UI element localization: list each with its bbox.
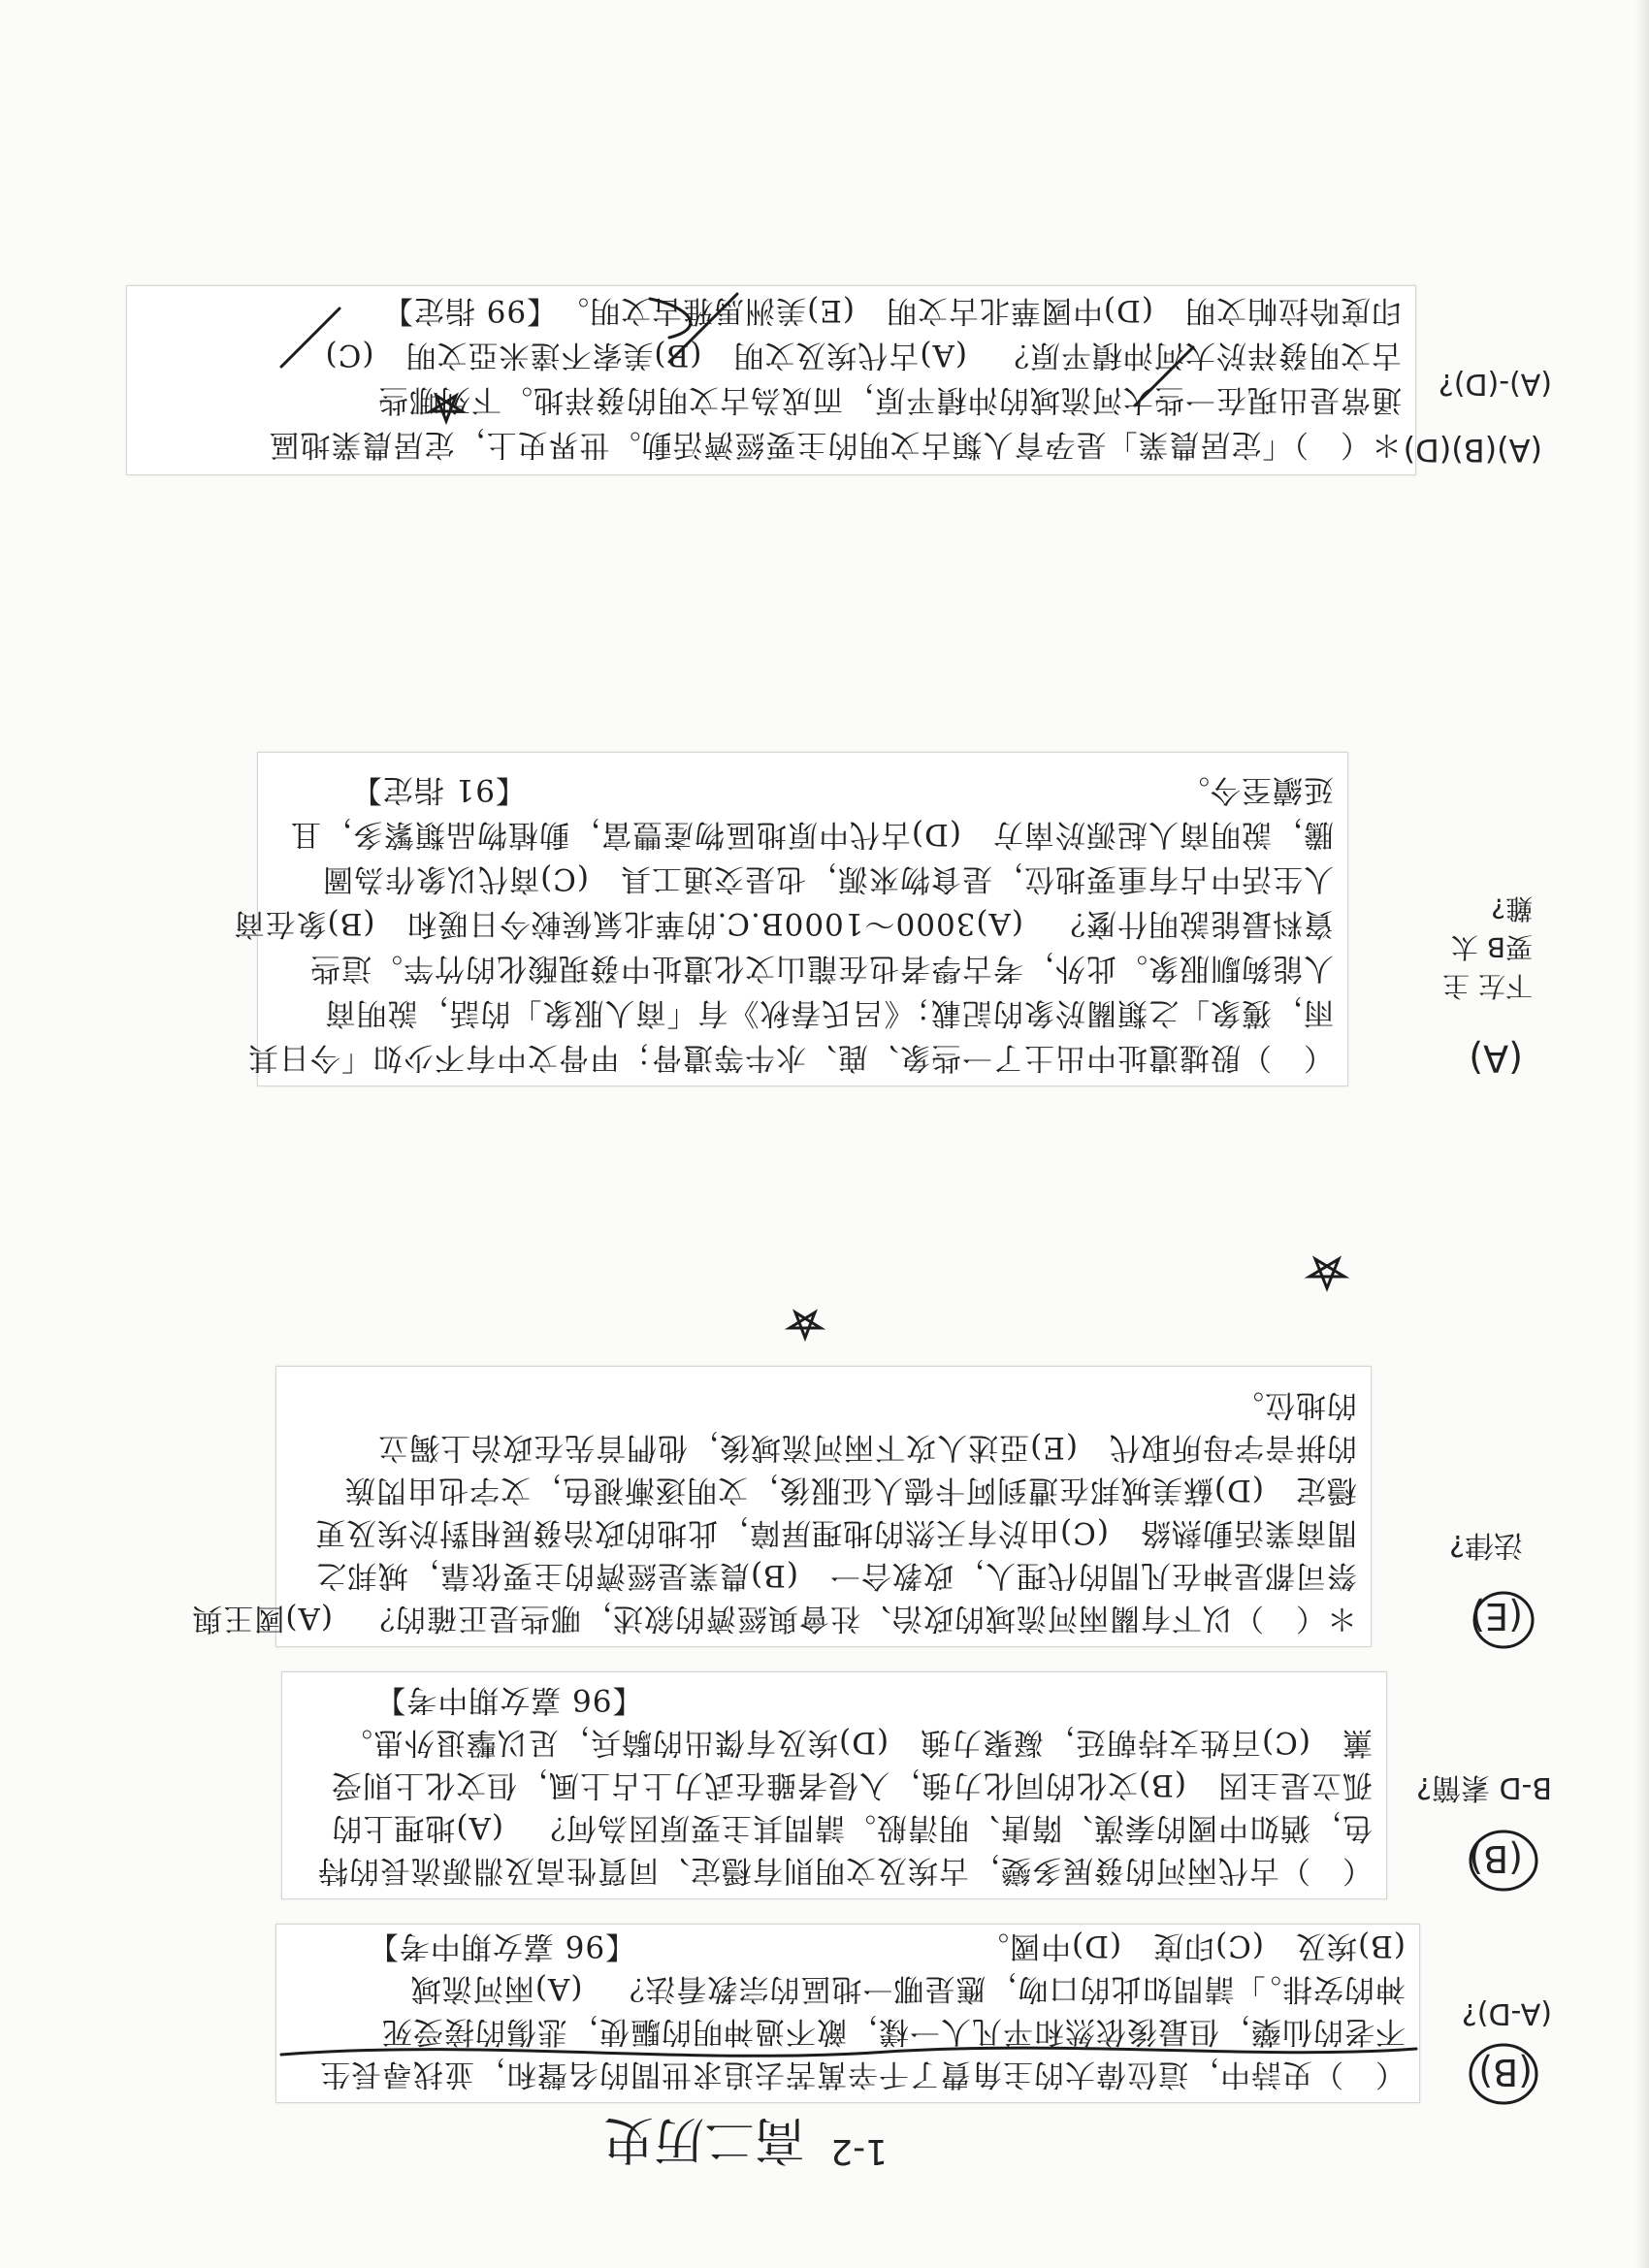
question-line: 資料最能說明什麼？ (A)3000～1000B.C.的華北氣候較今日暖和 (B)象在商 [233, 906, 1334, 941]
question-line: 間商業活動熱絡 (C)由於有天然的地理屏障，此地的政治發展相對於埃及更 [314, 1515, 1357, 1550]
question-line: （ ）古代兩河的發展多變，古埃及文明則有穩定、同質性高及淵源流長的特 [317, 1853, 1373, 1888]
strike-line [281, 2048, 1416, 2056]
question-line: 通常是出現在一些大河流域的沖積平原，而成為古文明的發祥地。下列哪些 [377, 382, 1402, 417]
star-mark [431, 396, 462, 421]
check-mark [281, 308, 340, 367]
question-line: 色，猶如中國的秦漢、隋唐、明清般。請問其主要原因為何？ (A)地理上的 [331, 1810, 1373, 1845]
question-line: 延續至今。 【91 指定】 [350, 772, 1334, 807]
star-mark [790, 1312, 821, 1338]
check-mark [669, 294, 737, 362]
handwritten-note: (A)-(D)? [1438, 367, 1552, 401]
question-line: 人能夠馴服象。此外，考古學者也在龍山文化遺址中發現酸化的竹竿。這些 [309, 951, 1334, 986]
handwritten-answer: (E) [1471, 1595, 1523, 1637]
question-line: 的拼音字母所取代 (E)亞述人攻下兩河流域後，他們首先在政治上獨立 [377, 1430, 1357, 1465]
question-line: （ ）史詩中，這位偉大的主角費了千辛萬苦去追求世間的名聲和，並找尋長生 [319, 2057, 1406, 2091]
check-mark [650, 299, 691, 338]
question-line: 的地位。 [1233, 1387, 1357, 1422]
handwritten-answer: (B) [1469, 1837, 1523, 1880]
question-line: 薰 (C)百姓支持朝廷，凝聚力強 (D)埃及有傑出的騎兵，足以擊退外患。 [341, 1725, 1373, 1760]
question-line: 孤立是主因 (B)文化的同化力強，入侵者雖在武力上占上風，但文化上則受 [331, 1767, 1373, 1802]
handwritten-answer: (A) [1469, 1037, 1523, 1080]
circle-mark [1474, 1593, 1533, 1647]
question-line: 【96 嘉女期中考】 [374, 1682, 1373, 1717]
question-line: 騰，說明商人起源於南方 (D)古代中原地區物產豐富，動植物品類繁多，且 [289, 817, 1334, 852]
question-line: ＊（ ）以下有關兩河流域的政治、社會與經濟的敘述，哪些是正確的？ (A)國王與 [191, 1601, 1357, 1636]
handwritten-page-number: 1-2 [830, 2131, 888, 2171]
circle-mark [1471, 1831, 1536, 1890]
question-line: 印度哈拉帕文明 (D)中國華北古文明 (E)美洲馬雅古文明。 【99 指定】 [381, 293, 1402, 328]
question-line: 人生活中占有重要地位，是食物來源，也是交通工具 (C)商代以象作為圖 [322, 861, 1334, 896]
question-line: 不老的仙藥，但最後依然和平凡人一樣，敵不過神明的驅使，悲傷的接受死 [381, 2014, 1406, 2049]
handwritten-note: 下左 主要B 太難? [1442, 892, 1533, 1002]
circle-mark [1471, 2045, 1536, 2103]
question-line: ＊（ ）「定居農業」是孕育人類古文明的主要經濟活動。世界史上，定居農業地區 [268, 427, 1402, 462]
question-line: 神的安排。」請問如此的口吻，應是哪一地區的宗教看法？ (A)兩河流域 [409, 1971, 1406, 2006]
handwritten-answer: (A)(B)(D) [1403, 432, 1542, 469]
question-line: （ ）殷墟遺址中出土了一些象、鹿、水牛等遺骨；甲骨文中有不少如「今日其 [247, 1040, 1334, 1075]
handwritten-answer: (B) [1478, 2051, 1533, 2093]
handwritten-class-label: 高二历史 [602, 2110, 805, 2168]
question-line: (B)埃及 (C)印度 (D)中國。 【96 嘉女期中考】 [367, 1928, 1406, 1963]
question-line: 穩定 (D)蘇美城邦在遭到阿卡德人征服後，文明逐漸褪色，文字也由閃族 [343, 1473, 1357, 1507]
question-line: 古文明發祥於大河沖積平原？ (A)古代埃及文明 (B)美索不達米亞文明 (C) [324, 338, 1402, 373]
check-mark [1135, 347, 1193, 405]
question-line: 雨，獲象」之類關於象的記載；《呂氏春秋》有「商人服象」的話，說明商 [324, 995, 1334, 1030]
handwritten-note: (A-D)? [1461, 1996, 1552, 2030]
handwritten-note: B-D 素簡? [1416, 1770, 1552, 1804]
star-mark [1310, 1259, 1344, 1288]
handwritten-note: 法律? [1449, 1528, 1523, 1562]
question-line: 祭司都是神在凡間的代理人，政教合一 (B)農業是經濟的主要依靠，城邦之 [315, 1558, 1357, 1593]
